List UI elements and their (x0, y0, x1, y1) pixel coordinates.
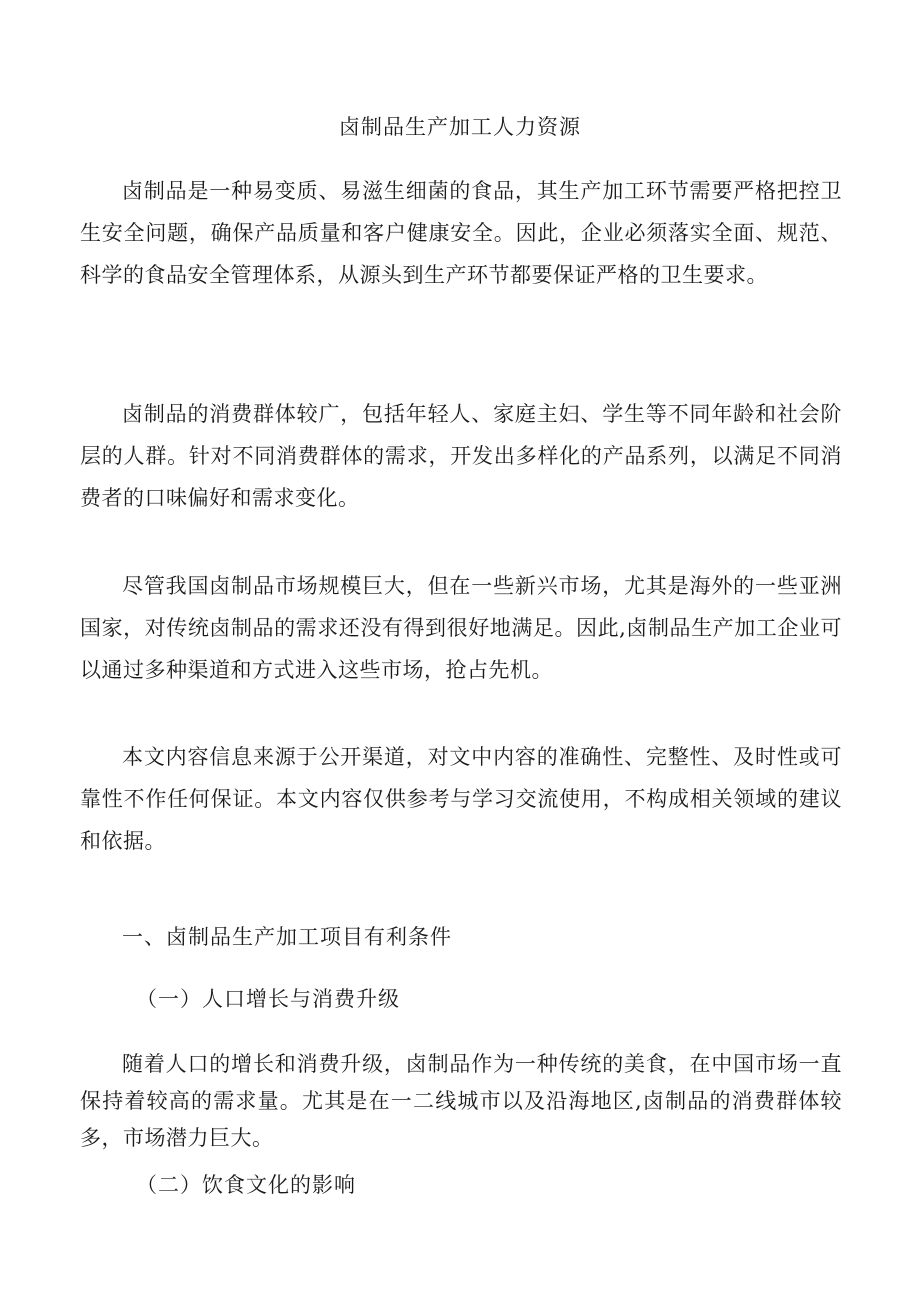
subsection-heading-culture: （二）饮食文化的影响 (136, 1173, 356, 1197)
document-title: 卤制品生产加工人力资源 (339, 115, 581, 139)
paragraph-population: 随着人口的增长和消费升级，卤制品作为一种传统的美食，在中国市场一直保持着较高的需求量。尤其是在一二线城市以及沿海地区,卤制品的消费群体较多，市场潜力巨大。 (80, 1052, 842, 1150)
paragraph-consumers: 卤制品的消费群体较广，包括年轻人、家庭主妇、学生等不同年龄和社会阶层的人群。针对不同消费群体的需求，开发出多样化的产品系列，以满足不同消费者的口味偏好和需求变化。 (80, 402, 842, 510)
paragraph-market: 尽管我国卤制品市场规模巨大，但在一些新兴市场，尤其是海外的一些亚洲国家，对传统卤制品的需求还没有得到很好地满足。因此,卤制品生产加工企业可以通过多种渠道和方式进入这些市场，抢占先机。 (80, 574, 842, 682)
section-heading: 一、卤制品生产加工项目有利条件 (122, 925, 452, 949)
subsection-heading-population: （一）人口增长与消费升级 (136, 987, 400, 1011)
paragraph-hygiene: 卤制品是一种易变质、易滋生细菌的食品，其生产加工环节需要严格把控卫生安全问题，确保产品质量和客户健康安全。因此，企业必须落实全面、规范、科学的食品安全管理体系，从源头到生产环节都要保证严格的卫生要求。 (80, 179, 842, 287)
paragraph-disclaimer: 本文内容信息来源于公开渠道，对文中内容的准确性、完整性、及时性或可靠性不作任何保证。本文内容仅供参考与学习交流使用，不构成相关领域的建议和依据。 (80, 745, 842, 853)
